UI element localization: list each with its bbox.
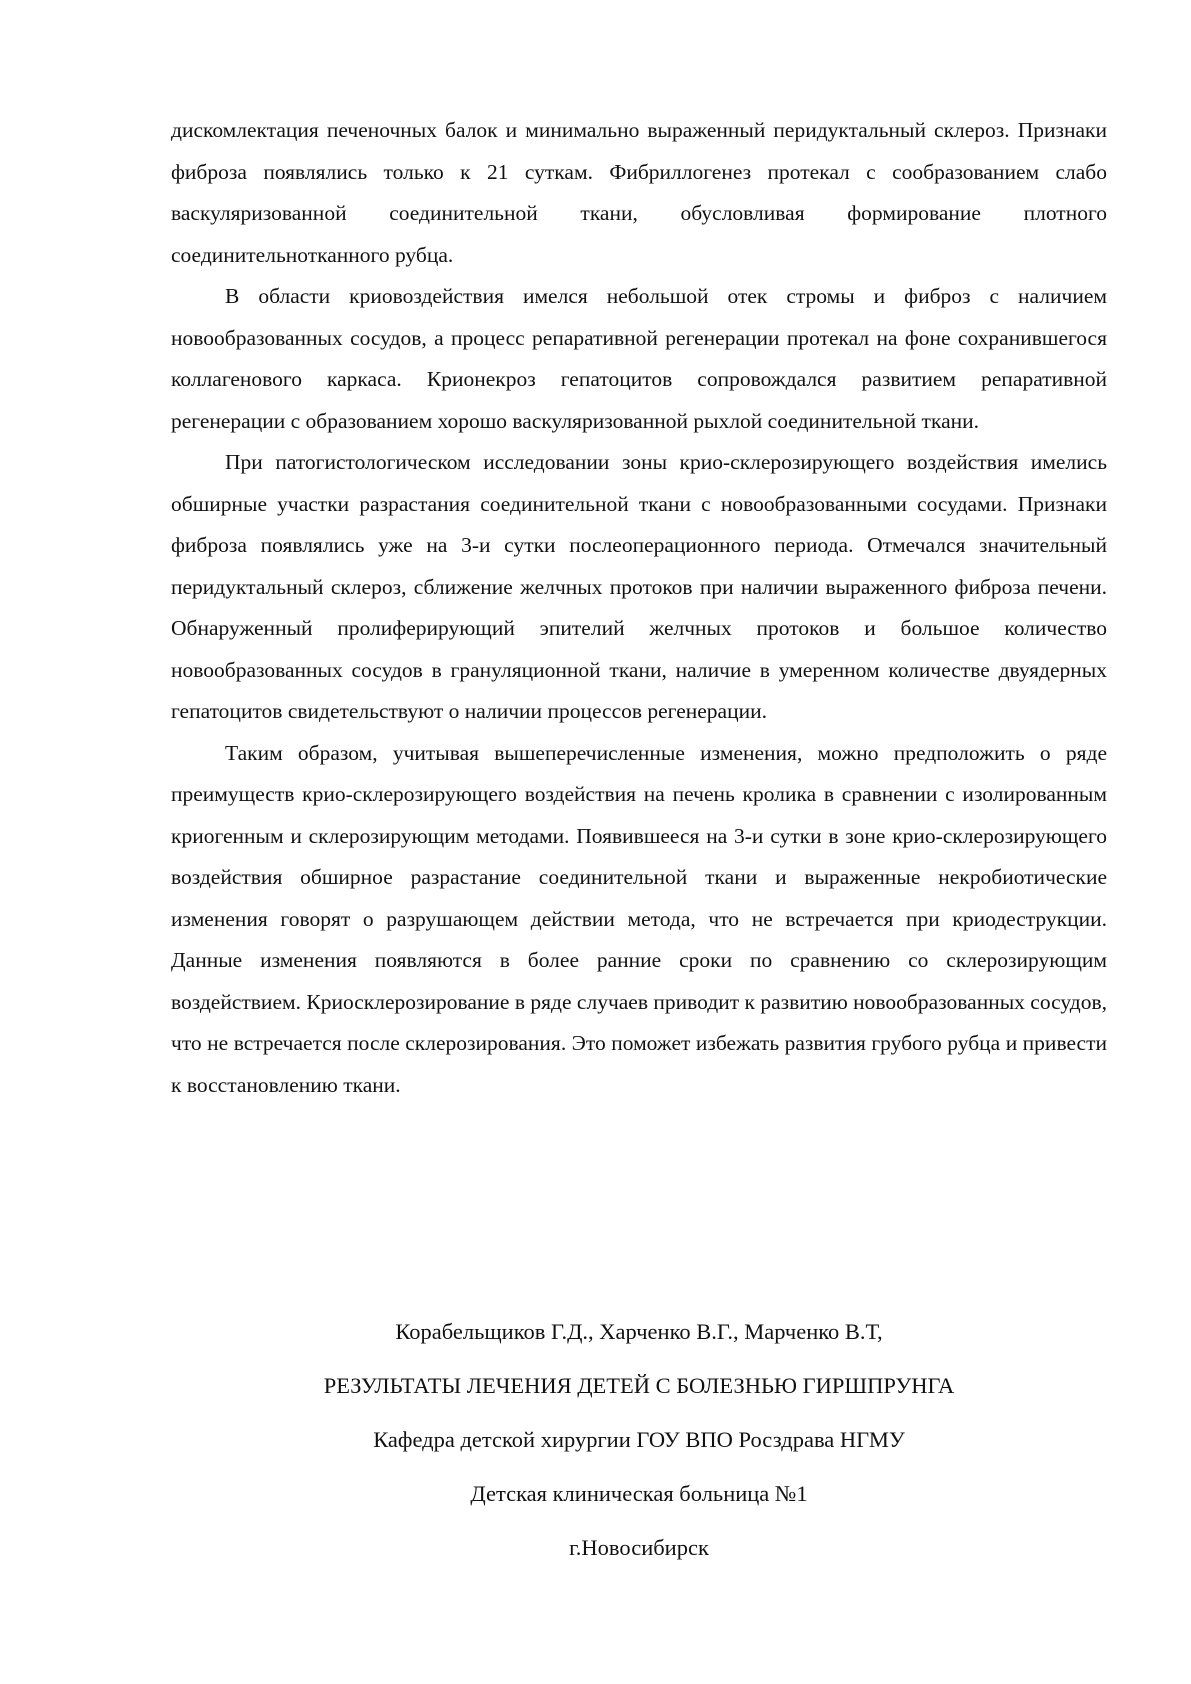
- paragraph-continuation: дискомлектация печеночных балок и минимально выраженный перидуктальный склероз. Признаки фиброза появлялись только к 21 суткам. Фибриллогенез протекал с сообразованием слабо васкуляризованной соединительной ткани, обусловливая формирование плотного соединительнотканного рубца.: [171, 118, 1107, 267]
- article-city: г.Новосибирск: [569, 1535, 709, 1560]
- body-text: [171, 110, 1107, 1106]
- paragraph-conclusion: Таким образом, учитывая вышеперечисленные изменения, можно предположить о ряде преимуществ крио-склерозирующего воздействия на печень кролика в сравнении с изолированным криогенным и склерозирующим методами. Появившееся на 3-и сутки в зоне крио-склерозирующего воздействия обширное разрастание соединительной ткани и выраженные некробиотические изменения говорят о разрушающем действии метода, что не встречается при криодеструкции. Данные изменения появляются в более ранние сроки по сравнению со склерозирующим воздействием. Криосклерозирование в ряде случаев приводит к развитию новообразованных сосудов, что не встречается после склерозирования. Это поможет избежать развития грубого рубца и привести к восстановлению ткани.: [171, 740, 1107, 1097]
- article-hospital: Детская клиническая больница №1: [470, 1481, 808, 1506]
- article-title: РЕЗУЛЬТАТЫ ЛЕЧЕНИЯ ДЕТЕЙ С БОЛЕЗНЬЮ ГИРШПРУНГА: [323, 1373, 955, 1398]
- paragraph-cryo: В области криовоздействия имелся небольшой отек стромы и фиброз с наличием новообразованных сосудов, а процесс репаративной регенерации протекал на фоне сохранившегося коллагенового каркаса. Крионекроз гепатоцитов сопровождался развитием репаративной регенерации с образованием хорошо васкуляризованной рыхлой соединительной ткани.: [171, 284, 1107, 433]
- article-authors: Корабельщиков Г.Д., Харченко В.Г., Марченко В.Т,: [395, 1319, 883, 1344]
- paragraph-cryo-sclerosing: При патогистологическом исследовании зоны крио-склерозирующего воздействия имелись обширные участки разрастания соединительной ткани с новообразованными сосудами. Признаки фиброза появлялись уже на 3-и сутки послеоперационного периода. Отмечался значительный перидуктальный склероз, сближение желчных протоков при наличии выраженного фиброза печени. Обнаруженный пролиферирующий эпителий желчных протоков и большое количество новообразованных сосудов в грануляционной ткани, наличие в умеренном количестве двуядерных гепатоцитов свидетельствуют о наличии процессов регенерации.: [171, 450, 1107, 723]
- article-header: [171, 1305, 1107, 1575]
- article-department: Кафедра детской хирургии ГОУ ВПО Росздрава НГМУ: [373, 1427, 905, 1452]
